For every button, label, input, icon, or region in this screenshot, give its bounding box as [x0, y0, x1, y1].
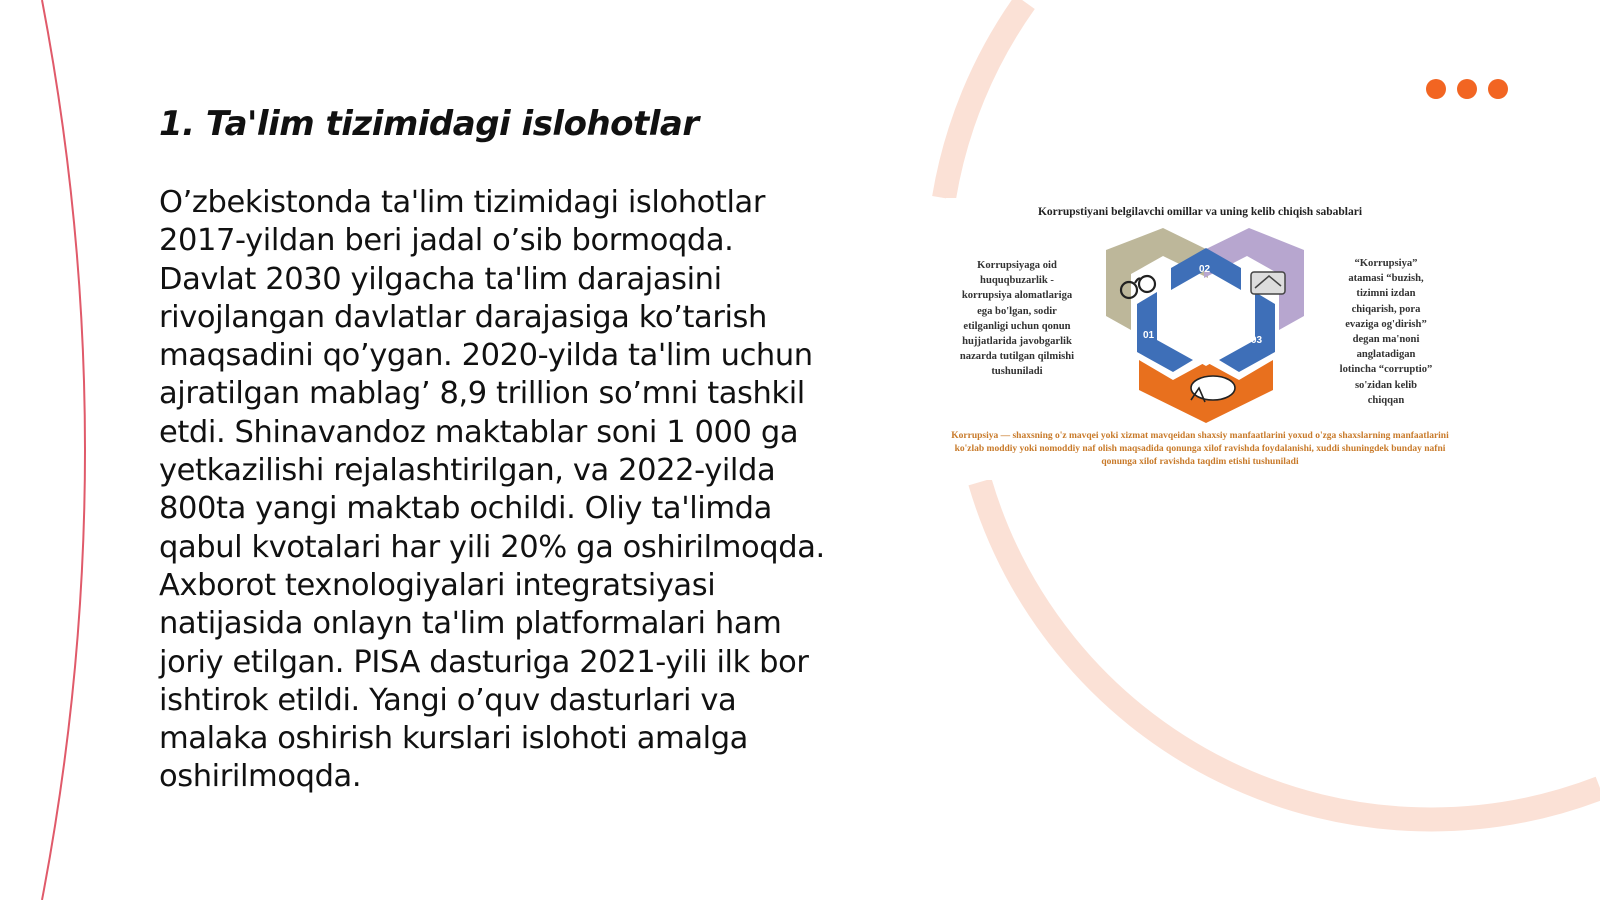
- three-dots-icon[interactable]: [1426, 79, 1508, 99]
- slide-title: 1. Ta'lim tizimidagi islohotlar: [159, 104, 699, 144]
- dot: [1488, 79, 1508, 99]
- segment-label-01: 01: [1143, 330, 1155, 341]
- hexagon-cycle-diagram: [1101, 228, 1311, 428]
- dot: [1457, 79, 1477, 99]
- slide-body-text: O’zbekistonda ta'lim tizimidagi islohotlar 2017-yildan beri jadal o’sib bormoqda. Davlat 2030 yilgacha ta'lim darajasini rivojlangan davlatlar darajasiga ko’tarish maqsadini qo’ygan. 2020-yilda ta'lim uchun ajratilgan mablag’ 8,9 trillion so’mni tashkil etdi. Shinavandoz maktablar soni 1 000 ga yetkazilishi rejalashtirilgan, va 2022-yilda 800ta yangi maktab ochildi. Oliy ta'limda qabul kvotalari har yili 20% ga oshirilmoqda. Axborot texnologiyalari integratsiyasi natijasida onlayn ta'lim platformalari ham joriy etilgan. PISA dasturiga 2021-yili ilk bor ishtirok etildi. Yangi o’quv dasturlari va malaka oshirish kurslari islohoti amalga oshirilmoqda.: [159, 185, 825, 795]
- infographic-left-text: Korrupsiyaga oid huquqbuzarlik - korrupsiya alomatlariga ega bo'lgan, sodir etilganligi uchun qonun hujjatlarida javobgarlik nazarda tutilgan qilmishi tushuniladi: [959, 260, 1075, 378]
- dot: [1426, 79, 1446, 99]
- infographic-title: Korrupstiyani belgilavchi omillar va uning kelib chiqish sabablari: [1037, 206, 1363, 218]
- infographic-right-text: “Korrupsiya” atamasi “buzish, tizimni izdan chiqarish, pora evaziga og'dirish” degan ma'noni anglatadigan lotincha “corruptio” so'zidan kelib chiqqan: [1339, 258, 1433, 406]
- left-edge-curve: [42, 0, 85, 900]
- segment-label-02: 02: [1199, 264, 1211, 275]
- infographic-definition: Korrupsiya — shaxsning o'z mavqei yoki xizmat mavqeidan shaxsiy manfaatlarini yoxud o'zga shaxslarning manfaatlarini ko'zlab moddiy yoki nomoddiy naf olish maqsadida qonunga xilof ravishda foydalanishi, xuddi shuningdek bunday nafni qonunga xilof ravishda taqdim etishi tushuniladi: [951, 431, 1449, 467]
- corruption-infographic: [946, 198, 1454, 480]
- bribe-icon: [1251, 272, 1285, 294]
- segment-label-03: 03: [1251, 335, 1263, 346]
